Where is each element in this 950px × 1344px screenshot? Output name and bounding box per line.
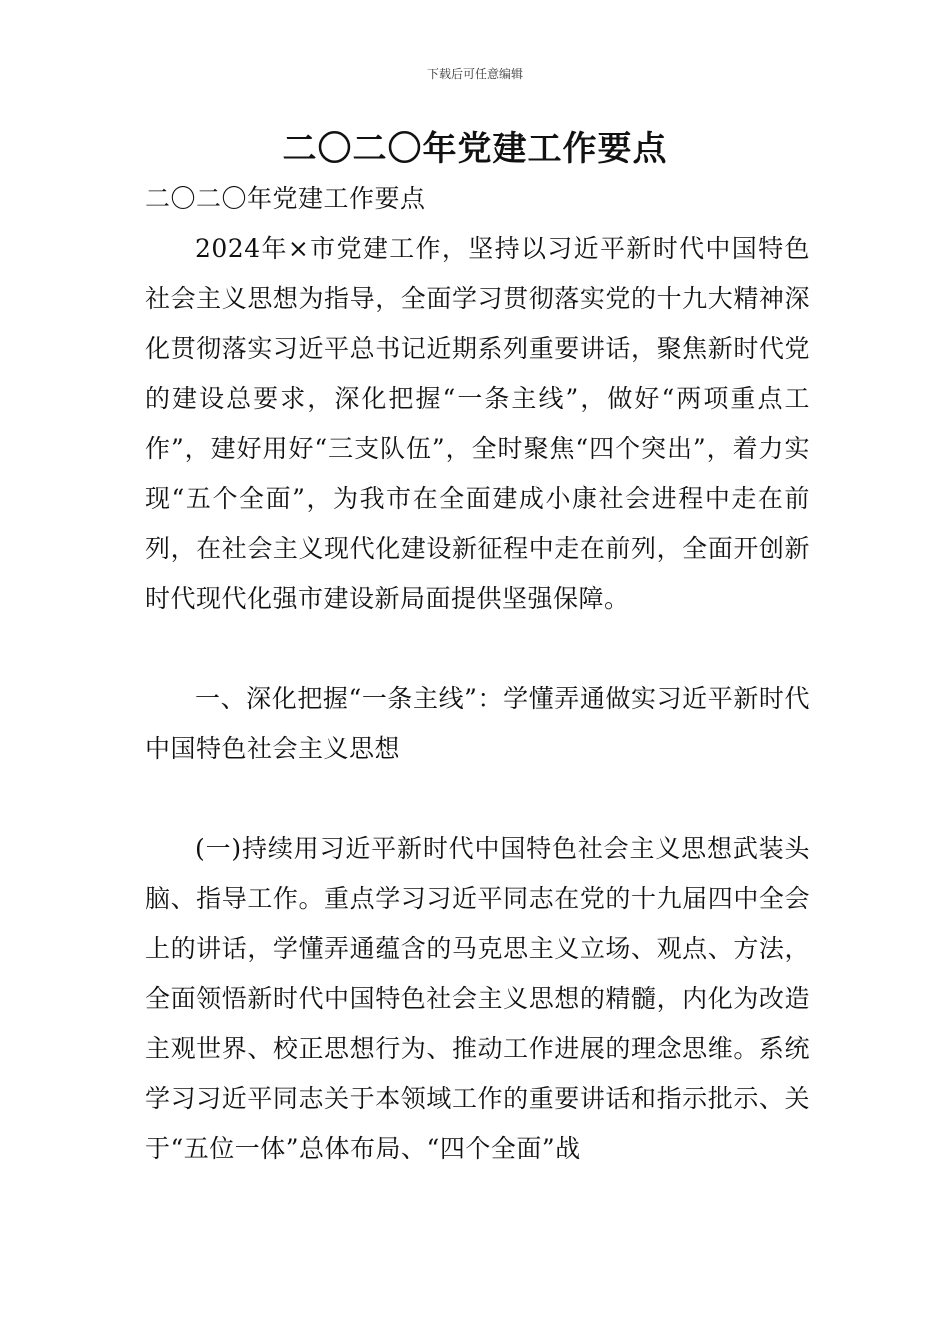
section-heading-1: 一、深化把握“一条主线”：学懂弄通做实习近平新时代中国特色社会主义思想 xyxy=(145,684,810,763)
paragraph-intro: 2024年×市党建工作，坚持以习近平新时代中国特色社会主义思想为指导，全面学习贯彻落实党的十九大精神深化贯彻落实习近平总书记近期系列重要讲话，聚焦新时代党的建设总要求，深化把握“一条主线”，做好“两项重点工作”，建好用好“三支队伍”，全时聚焦“四个突出”，着力实现“五个全面”，为我市在全面建成小康社会进程中走在前列，在社会主义现代化建设新征程中走在前列，全面开创新时代现代化强市建设新局面提供坚强保障。 xyxy=(145,234,810,613)
document-title: 二〇二〇年党建工作要点 xyxy=(282,129,668,169)
paragraph-item-1: (一)持续用习近平新时代中国特色社会主义思想武装头脑、指导工作。重点学习习近平同志在党的十九届四中全会上的讲话，学懂弄通蕴含的马克思主义立场、观点、方法，全面领悟新时代中国特色社会主义思想的精髓，内化为改造主观世界、校正思想行为、推动工作进展的理念思维。系统学习习近平同志关于本领域工作的重要讲话和指示批示、关于“五位一体”总体布局、“四个全面”战 xyxy=(145,834,810,1163)
page-header-note: 下载后可任意编辑 xyxy=(426,67,523,81)
document-subtitle: 二〇二〇年党建工作要点 xyxy=(145,184,426,213)
document-body xyxy=(145,174,810,1174)
